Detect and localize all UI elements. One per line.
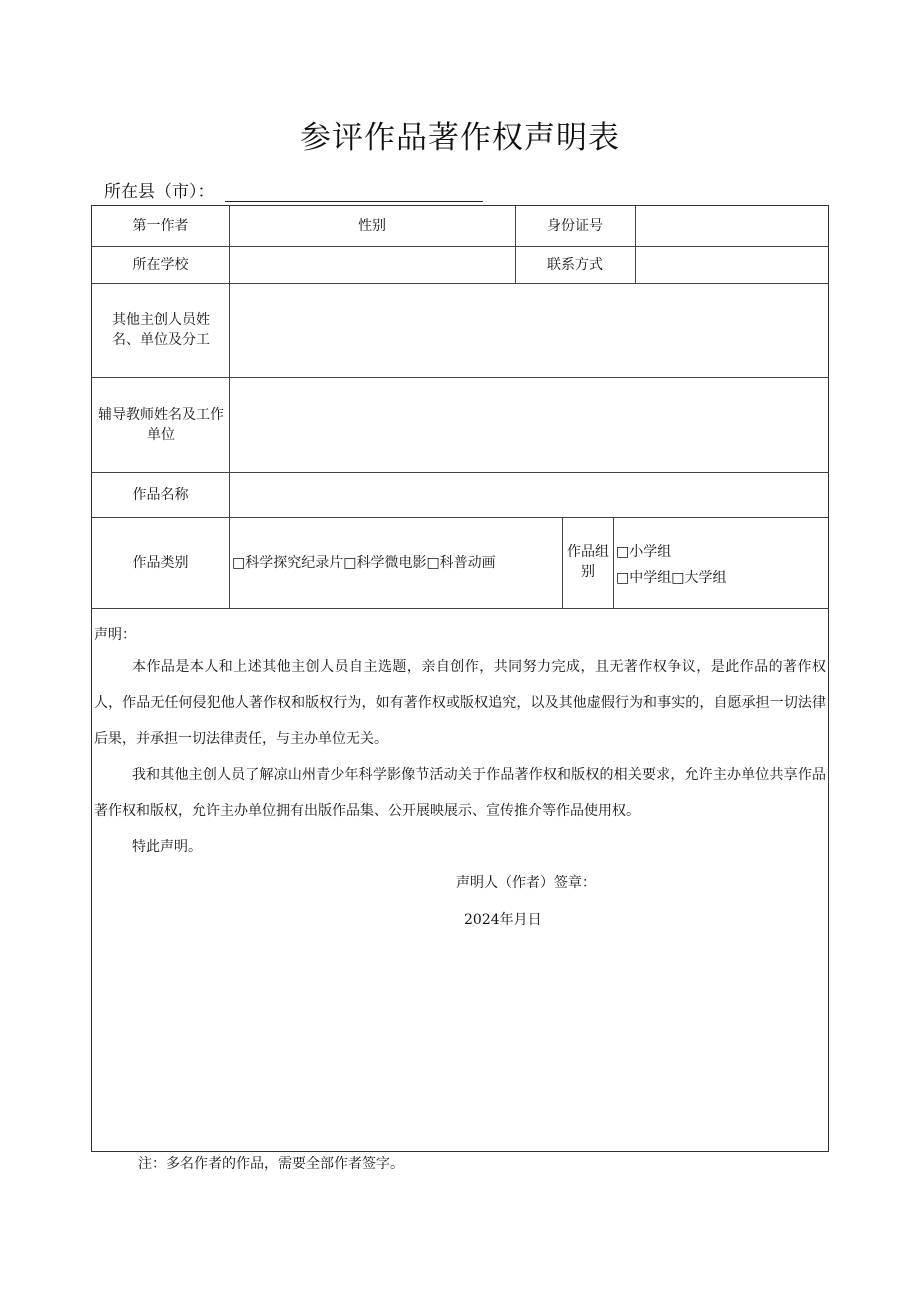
work-name-label: 作品名称 — [132, 486, 189, 503]
declaration-form-table — [91, 205, 829, 1152]
first-author-label: 第一作者 — [132, 218, 189, 234]
id-number-label: 身份证号 — [547, 218, 603, 234]
contact-label: 联系方式 — [547, 256, 603, 273]
county-input-line[interactable] — [225, 184, 483, 202]
group-option-secondary[interactable]: □中学组□大学组 — [616, 570, 727, 586]
other-creators-label: 其他主创人员姓名、单位及分工 — [112, 312, 210, 348]
gender-label: 性别 — [358, 218, 386, 234]
signature-date: 2024年月日 — [464, 912, 542, 928]
category-checkbox-options[interactable]: □科学探究纪录片□科学微电影□科普动画 — [232, 554, 496, 571]
declaration-paragraph-2: 我和其他主创人员了解凉山州青少年科学影像节活动关于作品著作权和版权的相关要求，允许主办单位共享作品著作权和版权，允许主办单位拥有出版作品集、公开展映展示、宣传推介等作品使用权。 — [94, 767, 826, 819]
county-label: 所在县（市）： — [104, 182, 215, 202]
teacher-label: 辅导教师姓名及工作单位 — [98, 406, 224, 443]
declaration-paragraph-3: 特此声明。 — [132, 839, 202, 855]
column-divider — [562, 517, 563, 608]
declaration-label: 声明： — [94, 627, 136, 643]
work-group-label: 作品组别 — [567, 544, 609, 580]
footnote: 注：多名作者的作品，需要全部作者签字。 — [138, 1156, 404, 1172]
contact-input[interactable] — [635, 246, 828, 283]
teacher-input[interactable] — [229, 377, 828, 472]
work-name-input[interactable] — [229, 472, 828, 517]
row-divider — [92, 608, 828, 609]
work-category-label: 作品类别 — [132, 554, 189, 571]
work-category-options[interactable] — [229, 517, 562, 608]
other-creators-input[interactable] — [229, 283, 828, 377]
school-input[interactable] — [229, 246, 515, 283]
group-option-primary[interactable]: □小学组 — [616, 544, 672, 560]
id-number-input[interactable] — [635, 206, 828, 246]
signature-label: 声明人（作者）签章： — [456, 875, 596, 891]
page-title: 参评作品著作权声明表 — [300, 120, 620, 156]
declaration-paragraph-1: 本作品是本人和上述其他主创人员自主选题，亲自创作，共同努力完成，且无著作权争议，是此作品的著作权人，作品无任何侵犯他人著作权和版权行为，如有著作权或版权追究，以及其他虚假行为和事实的，自愿承担一切法律后果，并承担一切法律责任，与主办单位无关。 — [94, 659, 826, 747]
column-divider — [613, 517, 614, 608]
school-label: 所在学校 — [132, 256, 189, 273]
county-field — [104, 177, 483, 202]
